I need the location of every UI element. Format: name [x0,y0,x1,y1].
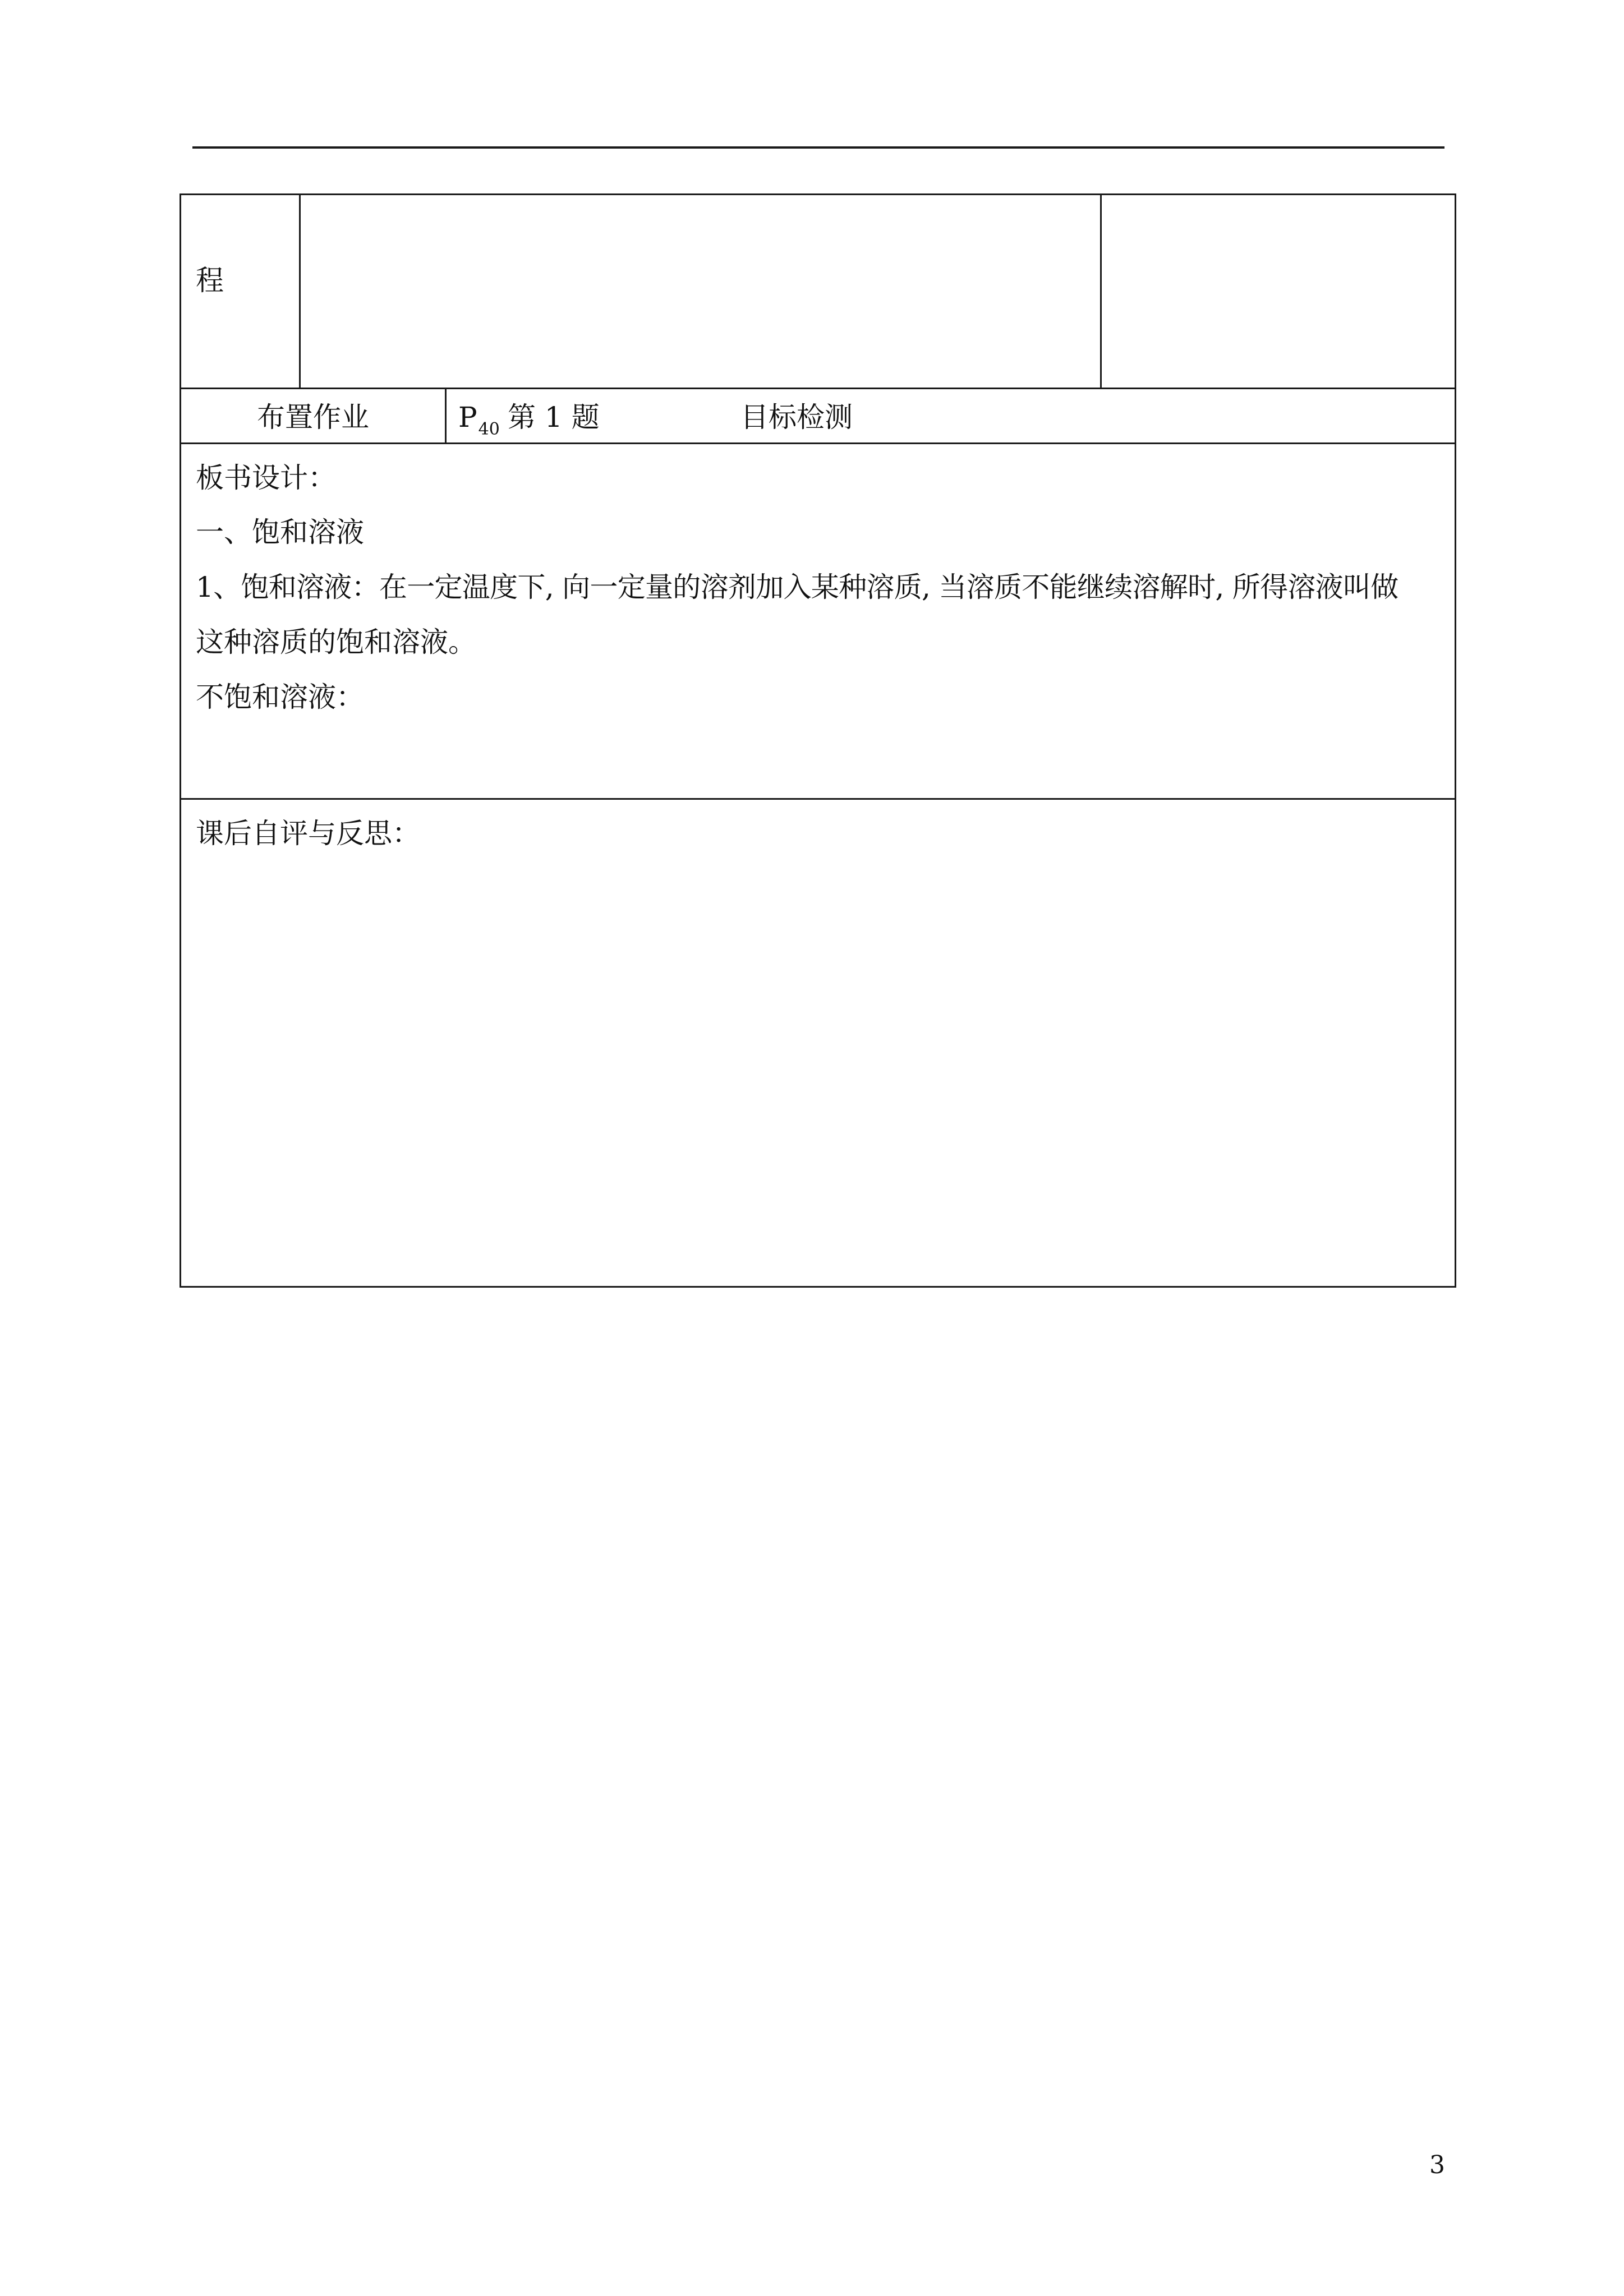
board-design-item-1-line-2: 这种溶质的饱和溶液。 [196,626,476,658]
header-rule [192,146,1444,149]
reflection-title: 课后自评与反思： [196,817,420,850]
page-number: 3 [1429,2151,1445,2179]
board-design-item-1-line-1: 1、饱和溶液：在一定温度下, 向一定量的溶剂加入某种溶质, 当溶质不能继续溶解时, 所得溶液叫做 [196,571,1398,603]
lesson-plan-table [180,193,1456,1288]
homework-label: 布置作业 [257,401,369,434]
page-subscript: 40 [478,419,500,439]
homework-content-cell [445,388,1456,444]
homework-label-cell [180,388,447,444]
homework-page-ref [458,401,500,439]
board-design-item-2: 不饱和溶液： [196,681,364,713]
process-label: 程 [196,264,224,297]
page-prefix: P [458,401,477,434]
homework-target: 目标检测 [740,401,853,434]
homework-question: 第 1 题 [508,401,600,434]
process-content-cell [299,193,1102,389]
board-design-section-1: 一、饱和溶液 [196,516,364,548]
process-label-cell [180,193,301,389]
board-design-title: 板书设计： [196,462,336,494]
reflection-cell [180,798,1456,1288]
process-notes-cell [1100,193,1456,389]
board-design-cell [180,442,1456,800]
